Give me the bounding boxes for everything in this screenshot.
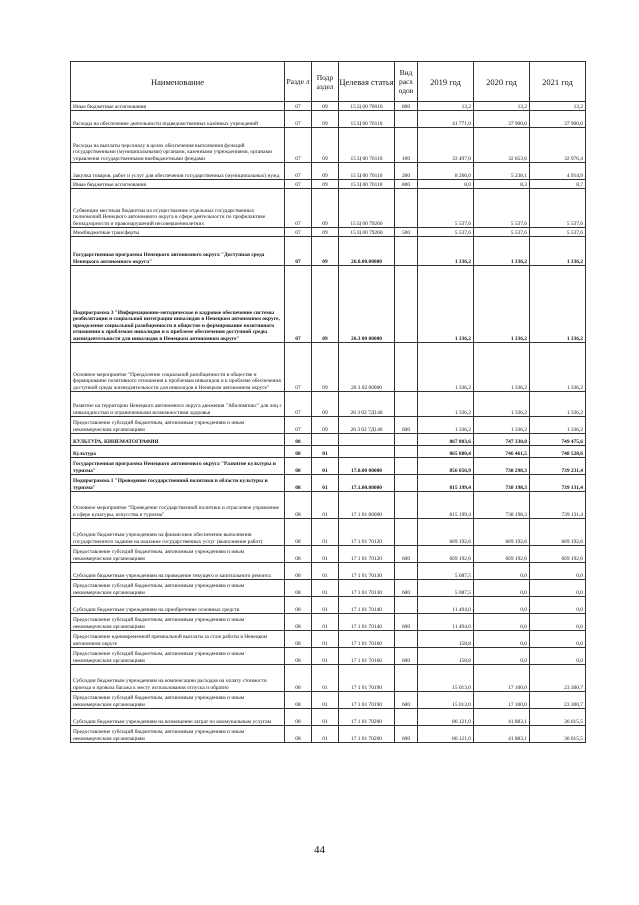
row-target: 17 1 01 70190 (339, 692, 395, 709)
table-row (71, 189, 586, 228)
row-razdel: 07 (285, 163, 312, 180)
row-2021: 739 231,4 (530, 458, 586, 475)
row-razdel: 07 (285, 266, 312, 343)
row-name: Субсидии бюджетным учреждениям на возмещение затрат по коммунальным услугам (71, 709, 285, 726)
row-vid (395, 519, 418, 546)
row-2019: 8 266,0 (418, 163, 474, 180)
row-podrazdel: 01 (312, 580, 339, 597)
row-2019: 669 192,6 (418, 546, 474, 563)
row-vid: 200 (395, 163, 418, 180)
row-target (339, 446, 395, 458)
row-2020: 1 336,2 (474, 237, 530, 266)
row-target: 15 Ц 00 70110 (339, 163, 395, 180)
row-target: 17.0.00 00000 (339, 458, 395, 475)
table-row (71, 519, 586, 546)
row-target: 26.3 00 00000 (339, 266, 395, 343)
header-name: Наименование (71, 62, 285, 102)
row-2019: 865 880,4 (418, 446, 474, 458)
page-number: 44 (314, 844, 325, 856)
row-2019: 1 336,2 (418, 417, 474, 434)
row-razdel: 08 (285, 692, 312, 709)
row-2020: 41 883,1 (474, 726, 530, 743)
row-2021: 23 300,7 (530, 692, 586, 709)
row-target (339, 434, 395, 446)
row-2019: 86 121,0 (418, 709, 474, 726)
table-row (71, 163, 586, 180)
row-vid (395, 458, 418, 475)
row-2021: 0,0 (530, 563, 586, 580)
row-podrazdel: 09 (312, 266, 339, 343)
table-row (71, 266, 586, 343)
row-2021: 1 336,2 (530, 237, 586, 266)
row-2021: 0,0 (530, 597, 586, 614)
row-2021: 1 336,2 (530, 392, 586, 417)
row-2019: 1 336,2 (418, 266, 474, 343)
row-vid: 600 (395, 546, 418, 563)
row-razdel: 07 (285, 237, 312, 266)
row-2019: 1 336,2 (418, 237, 474, 266)
row-vid: 600 (395, 648, 418, 665)
row-podrazdel: 09 (312, 417, 339, 434)
table-body (71, 102, 586, 743)
row-target: 15 Ц 00 79260 (339, 189, 395, 228)
row-razdel: 07 (285, 228, 312, 237)
row-2021: 1 336,2 (530, 417, 586, 434)
row-name: Государственная программа Ненецкого автономного округа "Развитие культуры и туризма" (71, 458, 285, 475)
row-2020: 669 192,6 (474, 519, 530, 546)
row-target: 15 Ц 00 70110 (339, 111, 395, 128)
row-target: 17 1 01 70120 (339, 546, 395, 563)
row-2021: 4 914,9 (530, 163, 586, 180)
row-razdel: 07 (285, 417, 312, 434)
row-razdel: 07 (285, 343, 312, 392)
row-vid (395, 563, 418, 580)
row-target: 17 1 01 70140 (339, 614, 395, 631)
row-2021: 669 192,6 (530, 546, 586, 563)
row-podrazdel: 01 (312, 709, 339, 726)
row-2020: 32 653,6 (474, 128, 530, 163)
table-row (71, 475, 586, 492)
row-2019: 5 087,5 (418, 580, 474, 597)
row-podrazdel: 01 (312, 458, 339, 475)
row-2021: 749 475,6 (530, 434, 586, 446)
row-vid (395, 709, 418, 726)
row-target: 17 1 01 70200 (339, 726, 395, 743)
row-2020: 41 883,1 (474, 709, 530, 726)
table-row (71, 237, 586, 266)
table-row (71, 392, 586, 417)
row-name: Субсидии бюджетным учреждениям на финансовое обеспечение выполнения государственного задания на оказание государственных услуг (выполнение работ) (71, 519, 285, 546)
header-2021: 2021 год (530, 62, 586, 102)
row-name: Субсидии бюджетным учреждениям на проведение текущего и капитального ремонта (71, 563, 285, 580)
row-vid (395, 266, 418, 343)
row-2019: 11 494,0 (418, 597, 474, 614)
row-2020: 0,0 (474, 563, 530, 580)
table-row (71, 228, 586, 237)
row-razdel: 07 (285, 102, 312, 111)
row-name: Основное мероприятие "Проведение государственной политики и отраслевое управление в сфере культуры, искусства и туризма" (71, 492, 285, 519)
row-2021: 1 336,2 (530, 266, 586, 343)
row-2019: 1 336,2 (418, 392, 474, 417)
row-target: 15 Ц 00 70010 (339, 102, 395, 111)
table-row (71, 128, 586, 163)
row-vid: 600 (395, 692, 418, 709)
row-name: Предоставление единовременной премиальной выплаты за стаж работы в Ненецком автономном округе (71, 631, 285, 648)
row-razdel: 08 (285, 665, 312, 692)
row-podrazdel: 01 (312, 546, 339, 563)
row-name: Культура (71, 446, 285, 458)
row-razdel: 08 (285, 519, 312, 546)
row-2020: 1 336,2 (474, 343, 530, 392)
row-razdel: 08 (285, 563, 312, 580)
row-2019: 867 803,6 (418, 434, 474, 446)
row-podrazdel: 01 (312, 597, 339, 614)
table-row (71, 546, 586, 563)
row-2020: 1 336,2 (474, 392, 530, 417)
row-vid (395, 343, 418, 392)
row-2020: 17 100,0 (474, 665, 530, 692)
row-name: Предоставление субсидий бюджетным, автономным учреждениям и иным некоммерческим организациям (71, 726, 285, 743)
row-target: 15 Ц 00 70110 (339, 128, 395, 163)
row-podrazdel: 01 (312, 519, 339, 546)
header-2020: 2020 год (474, 62, 530, 102)
budget-table-sheet (70, 61, 585, 743)
row-2019: 11 494,0 (418, 614, 474, 631)
table-row (71, 563, 586, 580)
row-vid: 600 (395, 726, 418, 743)
row-podrazdel: 09 (312, 189, 339, 228)
row-target: 26.0.00.00000 (339, 237, 395, 266)
row-2019: 13,2 (418, 102, 474, 111)
row-target: 17 1 01 70120 (339, 519, 395, 546)
row-2021: 739 131,4 (530, 475, 586, 492)
row-vid: 600 (395, 417, 418, 434)
row-2020: 0,0 (474, 597, 530, 614)
table-row (71, 631, 586, 648)
row-name: Расходы на выплаты персоналу в целях обеспечения выполнения функций государственными (муниципальными) органами, казенными учреждениями, органами управления государственными внебюджетными фондами (71, 128, 285, 163)
table-row (71, 446, 586, 458)
row-2020: 5 537,6 (474, 228, 530, 237)
row-razdel: 08 (285, 580, 312, 597)
row-name: Предоставление субсидий бюджетным, автономным учреждениям и иным некоммерческим организациям (71, 692, 285, 709)
row-podrazdel: 09 (312, 392, 339, 417)
row-vid (395, 597, 418, 614)
row-2019: 15 013,0 (418, 692, 474, 709)
row-name: Подпрограмма 3 "Информационно-методическое и кадровое обеспечение системы реабилитации и социальной интеграции инвалидов в Ненецком автономном округе, преодоление социальной разобщенности в обществе и формирование позитивного отношения к проблемам инвалидов и к проблеме обеспечения доступной среды жизнедеятельности для инвалидов в Ненецком автономном округе" (71, 266, 285, 343)
row-target: 17 1 01 70190 (339, 665, 395, 692)
row-vid: 800 (395, 102, 418, 111)
row-2021: 8,7 (530, 180, 586, 189)
row-name: Иные бюджетные ассигнования (71, 102, 285, 111)
row-podrazdel: 01 (312, 665, 339, 692)
row-name: Субсидии бюджетным учреждениям на компенсацию расходов на оплату стоимости проезда и провоза багажа к месту использования отпуска и обратно (71, 665, 285, 692)
row-podrazdel: 01 (312, 475, 339, 492)
row-2021: 1 336,2 (530, 343, 586, 392)
row-target: 17 1 01 70130 (339, 563, 395, 580)
row-2021: 0,0 (530, 631, 586, 648)
table-header-row (71, 62, 586, 102)
row-vid: 500 (395, 228, 418, 237)
row-vid: 100 (395, 128, 418, 163)
table-row (71, 434, 586, 446)
row-podrazdel: 01 (312, 446, 339, 458)
row-2019: 33 497,0 (418, 128, 474, 163)
row-target: 17 1 01 00000 (339, 492, 395, 519)
row-podrazdel: 09 (312, 111, 339, 128)
row-2019: 815 199,4 (418, 492, 474, 519)
row-2019: 15 013,0 (418, 665, 474, 692)
row-2021: 5 537,6 (530, 228, 586, 237)
row-podrazdel: 01 (312, 492, 339, 519)
row-vid (395, 475, 418, 492)
row-podrazdel: 01 (312, 631, 339, 648)
row-2021: 0,0 (530, 614, 586, 631)
row-razdel: 08 (285, 446, 312, 458)
row-target: 17 1 01 70160 (339, 648, 395, 665)
row-podrazdel: 09 (312, 237, 339, 266)
row-vid (395, 434, 418, 446)
row-2021: 23 300,7 (530, 665, 586, 692)
row-name: Предоставление субсидий бюджетным, автономным учреждениям и иным некоммерческим организациям (71, 580, 285, 597)
row-podrazdel: 09 (312, 128, 339, 163)
table-row (71, 648, 586, 665)
row-vid: 600 (395, 580, 418, 597)
row-razdel: 08 (285, 475, 312, 492)
table-row (71, 102, 586, 111)
row-razdel: 08 (285, 434, 312, 446)
row-2021: 739 131,4 (530, 492, 586, 519)
table-row (71, 709, 586, 726)
row-2019: 5 087,5 (418, 563, 474, 580)
row-razdel: 07 (285, 111, 312, 128)
row-2020: 1 336,2 (474, 417, 530, 434)
row-razdel: 07 (285, 180, 312, 189)
row-2021: 37 900,0 (530, 111, 586, 128)
row-name: Межбюджетные трансферты (71, 228, 285, 237)
row-2020: 8,3 (474, 180, 530, 189)
row-vid: 800 (395, 180, 418, 189)
row-podrazdel: 01 (312, 648, 339, 665)
row-razdel: 08 (285, 726, 312, 743)
row-target: 17.1.00.00000 (339, 475, 395, 492)
row-razdel: 08 (285, 631, 312, 648)
row-name: Предоставление субсидий бюджетным, автономным учреждениям и иным некоммерческим организациям (71, 417, 285, 434)
row-razdel: 08 (285, 546, 312, 563)
row-razdel: 08 (285, 458, 312, 475)
table-row (71, 726, 586, 743)
row-2019: 5 537,6 (418, 189, 474, 228)
row-2019: 86 121,0 (418, 726, 474, 743)
row-vid (395, 446, 418, 458)
row-vid (395, 189, 418, 228)
header-podrazdel: Подр аздел (312, 62, 339, 102)
table-row (71, 343, 586, 392)
row-2021: 0,0 (530, 580, 586, 597)
row-name: Основное мероприятие "Преодоление социальной разобщенности в обществе и формирование позитивного отношения к проблемам инвалидов и к проблеме обеспечения доступной среды жизнедеятельности для инвалидов в Ненецком автономном округе" (71, 343, 285, 392)
row-2020: 13,2 (474, 102, 530, 111)
row-target: 15 Ц 00 79260 (339, 228, 395, 237)
row-vid (395, 111, 418, 128)
row-razdel: 07 (285, 128, 312, 163)
row-name: КУЛЬТУРА, КИНЕМАТОГРАФИЯ (71, 434, 285, 446)
header-2019: 2019 год (418, 62, 474, 102)
row-vid (395, 665, 418, 692)
row-name: Предоставление субсидий бюджетным, автономным учреждениям и иным некоммерческим организациям (71, 648, 285, 665)
row-2020: 0,0 (474, 648, 530, 665)
row-name: Закупка товаров, работ и услуг для обеспечения государственных (муниципальных) нужд (71, 163, 285, 180)
row-razdel: 08 (285, 648, 312, 665)
row-vid (395, 631, 418, 648)
row-name: Расходы на обеспечение деятельности подведомственных казённых учреждений (71, 111, 285, 128)
row-razdel: 08 (285, 492, 312, 519)
row-podrazdel: 01 (312, 692, 339, 709)
table-row (71, 665, 586, 692)
row-name: Подпрограмма 1 "Проведение государственной политики в области культуры и туризма" (71, 475, 285, 492)
row-2019: 1 336,2 (418, 343, 474, 392)
row-2020: 17 100,0 (474, 692, 530, 709)
row-podrazdel: 09 (312, 163, 339, 180)
row-2021: 32 976,4 (530, 128, 586, 163)
row-2020: 1 336,2 (474, 266, 530, 343)
row-target: 17 1 01 70140 (339, 597, 395, 614)
row-name: Развитие на территории Ненецкого автономного округа движения "Абилимпикс" для лиц с инвалидностью и ограниченными возможностями здоровья (71, 392, 285, 417)
row-2020: 37 900,0 (474, 111, 530, 128)
row-podrazdel: 09 (312, 180, 339, 189)
row-2021: 5 537,6 (530, 189, 586, 228)
table-row (71, 111, 586, 128)
row-2020: 738 198,3 (474, 492, 530, 519)
row-2020: 0,0 (474, 580, 530, 597)
row-vid (395, 492, 418, 519)
row-target: 17 1 01 70130 (339, 580, 395, 597)
row-2019: 158,8 (418, 631, 474, 648)
row-podrazdel: 01 (312, 614, 339, 631)
table-row (71, 492, 586, 519)
row-vid: 600 (395, 614, 418, 631)
row-target: 26 3 02 7Д140 (339, 417, 395, 434)
row-target: 17 1 01 70200 (339, 709, 395, 726)
row-vid (395, 237, 418, 266)
row-2019: 669 192,6 (418, 519, 474, 546)
row-2021: 36 615,5 (530, 726, 586, 743)
row-2021: 0,0 (530, 648, 586, 665)
row-target: 26 3 02 00000 (339, 343, 395, 392)
row-2020: 738 198,3 (474, 475, 530, 492)
row-2021: 669 192,6 (530, 519, 586, 546)
row-2019: 158,8 (418, 648, 474, 665)
header-razdel: Разде л (285, 62, 312, 102)
table-row (71, 692, 586, 709)
row-target: 26 3 02 7Д140 (339, 392, 395, 417)
row-2020: 669 192,6 (474, 546, 530, 563)
row-razdel: 07 (285, 392, 312, 417)
row-name: Иные бюджетные ассигнования (71, 180, 285, 189)
row-2019: 856 056,9 (418, 458, 474, 475)
row-2020: 746 461,5 (474, 446, 530, 458)
row-name: Субвенции местным бюджетам на осуществление отдельных государственных полномочий Ненецкого автономного округа в сфере деятельности по профилактике безнадзорности и правонарушений несовершеннолетних (71, 189, 285, 228)
table-row (71, 580, 586, 597)
row-podrazdel: 01 (312, 563, 339, 580)
row-target: 17 1 01 70160 (339, 631, 395, 648)
row-2020: 738 298,3 (474, 458, 530, 475)
row-podrazdel: 09 (312, 343, 339, 392)
row-podrazdel (312, 434, 339, 446)
budget-table (70, 61, 586, 743)
row-razdel: 08 (285, 614, 312, 631)
row-vid (395, 392, 418, 417)
row-name: Предоставление субсидий бюджетным, автономным учреждениям и иным некоммерческим организациям (71, 546, 285, 563)
row-2020: 0,0 (474, 614, 530, 631)
table-row (71, 614, 586, 631)
row-2019: 5 537,6 (418, 228, 474, 237)
row-name: Предоставление субсидий бюджетным, автономным учреждениям и иным некоммерческим организациям (71, 614, 285, 631)
row-name: Субсидии бюджетным учреждениям на приобретение основных средств (71, 597, 285, 614)
row-podrazdel: 09 (312, 228, 339, 237)
row-razdel: 07 (285, 189, 312, 228)
row-2020: 5 238,1 (474, 163, 530, 180)
row-2020: 0,0 (474, 631, 530, 648)
row-razdel: 08 (285, 597, 312, 614)
row-2021: 13,2 (530, 102, 586, 111)
table-row (71, 180, 586, 189)
row-2019: 41 771,0 (418, 111, 474, 128)
table-row (71, 458, 586, 475)
row-name: Государственная программа Ненецкого автономного округа "Доступная среда Ненецкого автономного округа" (71, 237, 285, 266)
table-row (71, 597, 586, 614)
row-podrazdel: 09 (312, 102, 339, 111)
row-2021: 748 528,6 (530, 446, 586, 458)
header-vid: Вид расх одов (395, 62, 418, 102)
row-target: 15 Ц 00 70110 (339, 180, 395, 189)
header-target: Целевая статья (339, 62, 395, 102)
row-2020: 747 330,8 (474, 434, 530, 446)
row-2020: 5 537,6 (474, 189, 530, 228)
row-2019: 815 199,4 (418, 475, 474, 492)
row-razdel: 08 (285, 709, 312, 726)
table-row (71, 417, 586, 434)
row-2019: 8,0 (418, 180, 474, 189)
row-podrazdel: 01 (312, 726, 339, 743)
row-2021: 36 615,5 (530, 709, 586, 726)
